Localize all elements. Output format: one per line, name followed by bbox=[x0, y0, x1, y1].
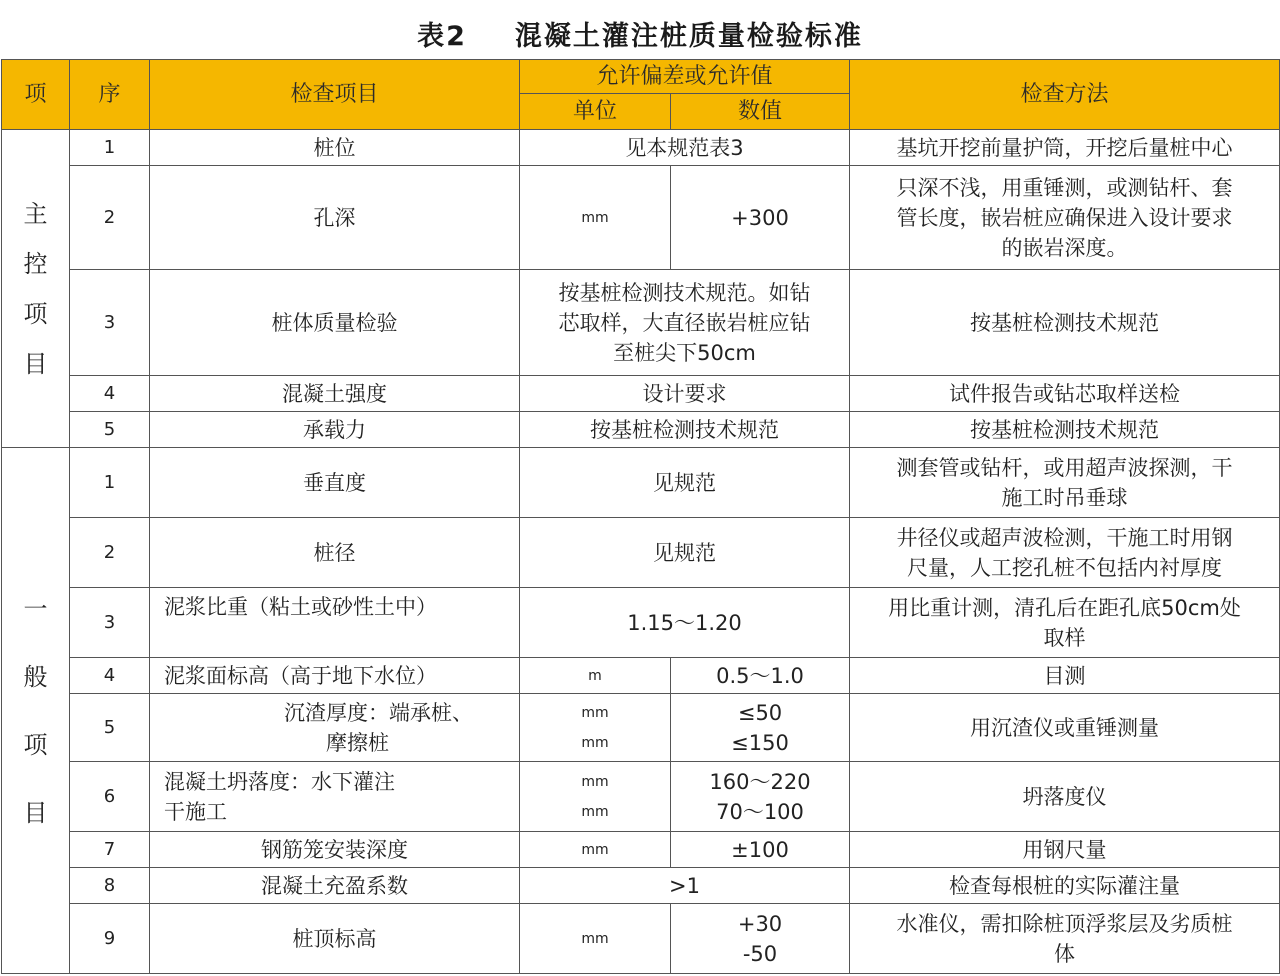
table-row bbox=[2, 130, 1280, 166]
row-value: 见本规范表3 bbox=[520, 130, 850, 166]
row-seq: 2 bbox=[70, 166, 150, 270]
row-unit: mm bbox=[520, 832, 671, 868]
row-method: 用沉渣仪或重锤测量 bbox=[850, 694, 1280, 762]
table-row bbox=[2, 412, 1280, 448]
table-row bbox=[2, 376, 1280, 412]
row-value: 0.5～1.0 bbox=[671, 658, 850, 694]
row-seq: 4 bbox=[70, 376, 150, 412]
category-main-control: 主 控 项 目 bbox=[2, 130, 70, 448]
row-value: 见规范 bbox=[520, 448, 850, 518]
row-unit: m bbox=[520, 658, 671, 694]
row-seq: 1 bbox=[70, 448, 150, 518]
table-row bbox=[2, 868, 1280, 904]
header-method: 检查方法 bbox=[850, 60, 1280, 130]
row-value: 设计要求 bbox=[520, 376, 850, 412]
category-general: 一 般 项 目 bbox=[2, 448, 70, 974]
row-method: 基坑开挖前量护筒，开挖后量桩中心 bbox=[850, 130, 1280, 166]
row-item: 桩位 bbox=[150, 130, 520, 166]
row-value: 见规范 bbox=[520, 518, 850, 588]
table-row bbox=[2, 270, 1280, 376]
row-unit: mm bbox=[520, 166, 671, 270]
row-method: 只深不浅，用重锤测，或测钻杆、套 管长度，嵌岩桩应确保进入设计要求 的嵌岩深度。 bbox=[850, 166, 1280, 270]
row-method: 试件报告或钻芯取样送检 bbox=[850, 376, 1280, 412]
row-value: 按基桩检测技术规范。如钻 芯取样，大直径嵌岩桩应钻 至桩尖下50cm bbox=[520, 270, 850, 376]
table-row bbox=[2, 694, 1280, 762]
row-method: 坍落度仪 bbox=[850, 762, 1280, 832]
table-header bbox=[2, 60, 1280, 130]
row-method: 检查每根桩的实际灌注量 bbox=[850, 868, 1280, 904]
row-value: 按基桩检测技术规范 bbox=[520, 412, 850, 448]
row-value: ±100 bbox=[671, 832, 850, 868]
row-item: 垂直度 bbox=[150, 448, 520, 518]
row-value: ≤50 ≤150 bbox=[671, 694, 850, 762]
header-item: 检查项目 bbox=[150, 60, 520, 130]
row-seq: 5 bbox=[70, 694, 150, 762]
row-seq: 7 bbox=[70, 832, 150, 868]
row-item: 孔深 bbox=[150, 166, 520, 270]
row-value: +300 bbox=[671, 166, 850, 270]
header-unit: 单位 bbox=[520, 94, 671, 130]
row-seq: 4 bbox=[70, 658, 150, 694]
row-seq: 8 bbox=[70, 868, 150, 904]
table-title-text: 混凝土灌注桩质量检验标准 bbox=[514, 21, 863, 52]
row-item: 泥浆面标高（高于地下水位） bbox=[150, 658, 520, 694]
row-item: 混凝土坍落度：水下灌注 干施工 bbox=[150, 762, 520, 832]
row-seq: 6 bbox=[70, 762, 150, 832]
table-row bbox=[2, 166, 1280, 270]
row-seq: 2 bbox=[70, 518, 150, 588]
table-row bbox=[2, 762, 1280, 832]
row-item: 桩径 bbox=[150, 518, 520, 588]
row-item: 混凝土强度 bbox=[150, 376, 520, 412]
row-value: >1 bbox=[520, 868, 850, 904]
header-seq: 序 bbox=[70, 60, 150, 130]
table-row bbox=[2, 832, 1280, 868]
row-item: 桩顶标高 bbox=[150, 904, 520, 974]
row-method: 水准仪，需扣除桩顶浮浆层及劣质桩 体 bbox=[850, 904, 1280, 974]
row-method: 用比重计测，清孔后在距孔底50cm处 取样 bbox=[850, 588, 1280, 658]
table-row bbox=[2, 904, 1280, 974]
row-item: 泥浆比重（粘土或砂性土中） bbox=[150, 588, 520, 658]
row-seq: 9 bbox=[70, 904, 150, 974]
row-method: 测套管或钻杆，或用超声波探测，干 施工时吊垂球 bbox=[850, 448, 1280, 518]
table-row bbox=[2, 658, 1280, 694]
table-number: 表2 bbox=[417, 21, 467, 52]
header-value: 数值 bbox=[671, 94, 850, 130]
row-value: 1.15～1.20 bbox=[520, 588, 850, 658]
row-item: 桩体质量检验 bbox=[150, 270, 520, 376]
table-title bbox=[0, 14, 1280, 53]
row-seq: 5 bbox=[70, 412, 150, 448]
row-unit: mm bbox=[520, 904, 671, 974]
row-method: 目测 bbox=[850, 658, 1280, 694]
row-seq: 1 bbox=[70, 130, 150, 166]
row-seq: 3 bbox=[70, 270, 150, 376]
table-row bbox=[2, 518, 1280, 588]
row-method: 用钢尺量 bbox=[850, 832, 1280, 868]
header-category: 项 bbox=[2, 60, 70, 130]
quality-inspection-table bbox=[1, 59, 1280, 974]
row-seq: 3 bbox=[70, 588, 150, 658]
row-method: 按基桩检测技术规范 bbox=[850, 412, 1280, 448]
table-row bbox=[2, 588, 1280, 658]
row-value: 160～220 70～100 bbox=[671, 762, 850, 832]
row-value: +30 -50 bbox=[671, 904, 850, 974]
row-method: 按基桩检测技术规范 bbox=[850, 270, 1280, 376]
row-unit: mm mm bbox=[520, 762, 671, 832]
row-item: 混凝土充盈系数 bbox=[150, 868, 520, 904]
row-method: 井径仪或超声波检测，干施工时用钢 尺量，人工挖孔桩不包括内衬厚度 bbox=[850, 518, 1280, 588]
header-tolerance: 允许偏差或允许值 bbox=[520, 60, 850, 94]
row-item: 沉渣厚度：端承桩、 摩擦桩 bbox=[150, 694, 520, 762]
row-item: 钢筋笼安装深度 bbox=[150, 832, 520, 868]
row-item: 承载力 bbox=[150, 412, 520, 448]
table-row bbox=[2, 448, 1280, 518]
row-unit: mm mm bbox=[520, 694, 671, 762]
